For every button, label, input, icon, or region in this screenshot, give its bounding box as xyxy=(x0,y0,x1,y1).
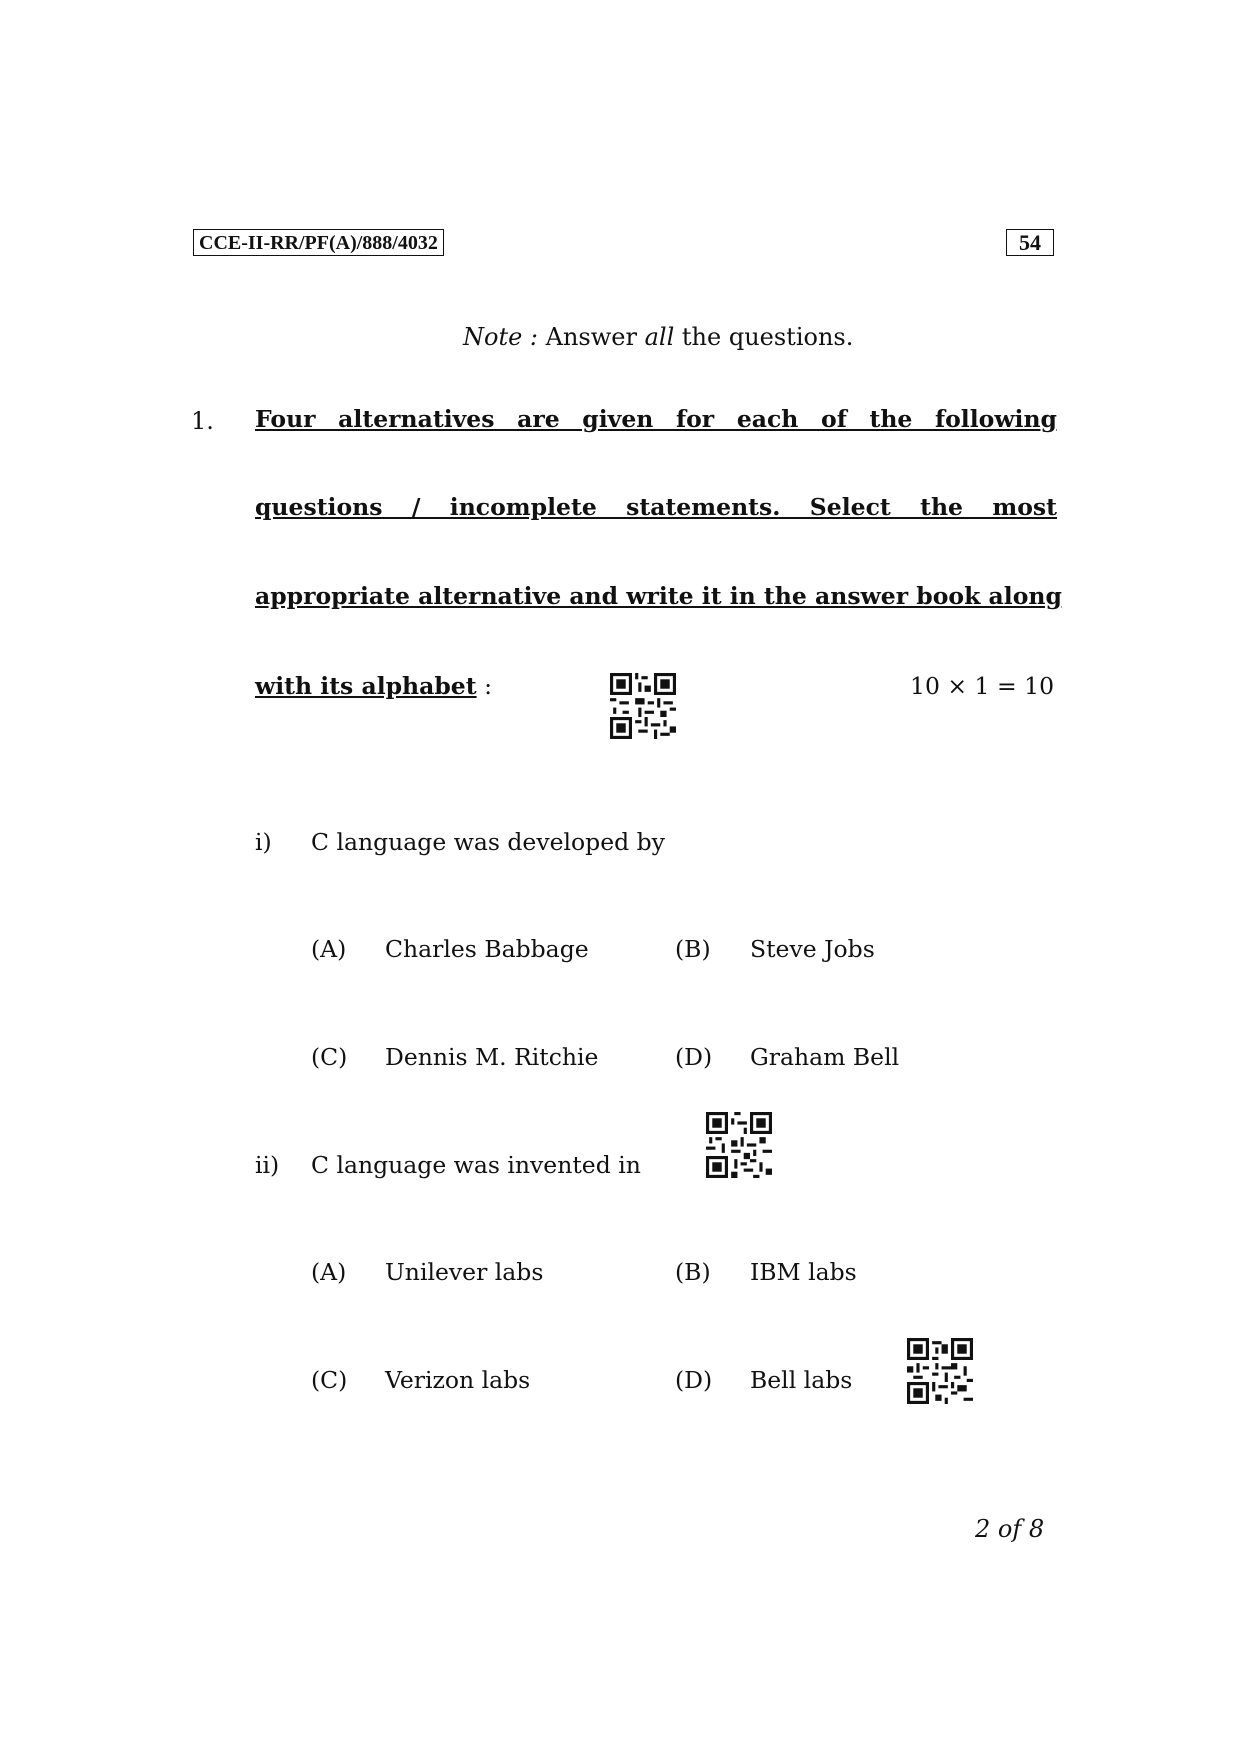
paper-code: CCE-II-RR/PF(A)/888/4032 xyxy=(193,229,444,256)
instruction-line-2: questions / incomplete statements. Select the most xyxy=(255,493,1057,521)
option-letter: (B) xyxy=(675,935,711,963)
qr-code-icon xyxy=(610,673,676,739)
sub-question-text: C language was developed by xyxy=(311,828,665,856)
sub-question-number: ii) xyxy=(255,1151,280,1179)
option-text: Bell labs xyxy=(750,1366,853,1394)
option-text: Charles Babbage xyxy=(385,935,589,963)
option-letter: (D) xyxy=(675,1043,713,1071)
note-label: Note : xyxy=(463,323,539,351)
option-text: Steve Jobs xyxy=(750,935,875,963)
marks-allocation: 10 × 1 = 10 xyxy=(910,672,1055,700)
option-letter: (A) xyxy=(311,1258,347,1286)
instruction-line-3: appropriate alternative and write it in the answer book along xyxy=(255,582,1062,610)
option-text: Unilever labs xyxy=(385,1258,544,1286)
option-text: Dennis M. Ritchie xyxy=(385,1043,599,1071)
note-pre: Answer xyxy=(538,323,645,351)
option-letter: (C) xyxy=(311,1366,348,1394)
option-text: Verizon labs xyxy=(385,1366,531,1394)
sub-question-number: i) xyxy=(255,828,272,856)
page-number-box: 54 xyxy=(1006,229,1054,256)
note-emphasis: all xyxy=(644,323,675,351)
option-letter: (A) xyxy=(311,935,347,963)
option-letter: (D) xyxy=(675,1366,713,1394)
instruction-last-text: with its alphabet xyxy=(255,672,477,700)
option-text: Graham Bell xyxy=(750,1043,900,1071)
option-text: IBM labs xyxy=(750,1258,857,1286)
instruction-colon: : xyxy=(476,672,492,700)
note-post: the questions. xyxy=(674,323,854,351)
sub-question-text: C language was invented in xyxy=(311,1151,641,1179)
option-letter: (C) xyxy=(311,1043,348,1071)
option-letter: (B) xyxy=(675,1258,711,1286)
note-line xyxy=(463,323,853,351)
qr-code-icon xyxy=(706,1112,772,1178)
qr-code-icon xyxy=(907,1338,973,1404)
page-indicator: 2 of 8 xyxy=(975,1515,1045,1543)
instruction-line-1: Four alternatives are given for each of the following xyxy=(255,405,1057,433)
question-number: 1. xyxy=(191,407,214,435)
instruction-line-4 xyxy=(255,672,492,700)
